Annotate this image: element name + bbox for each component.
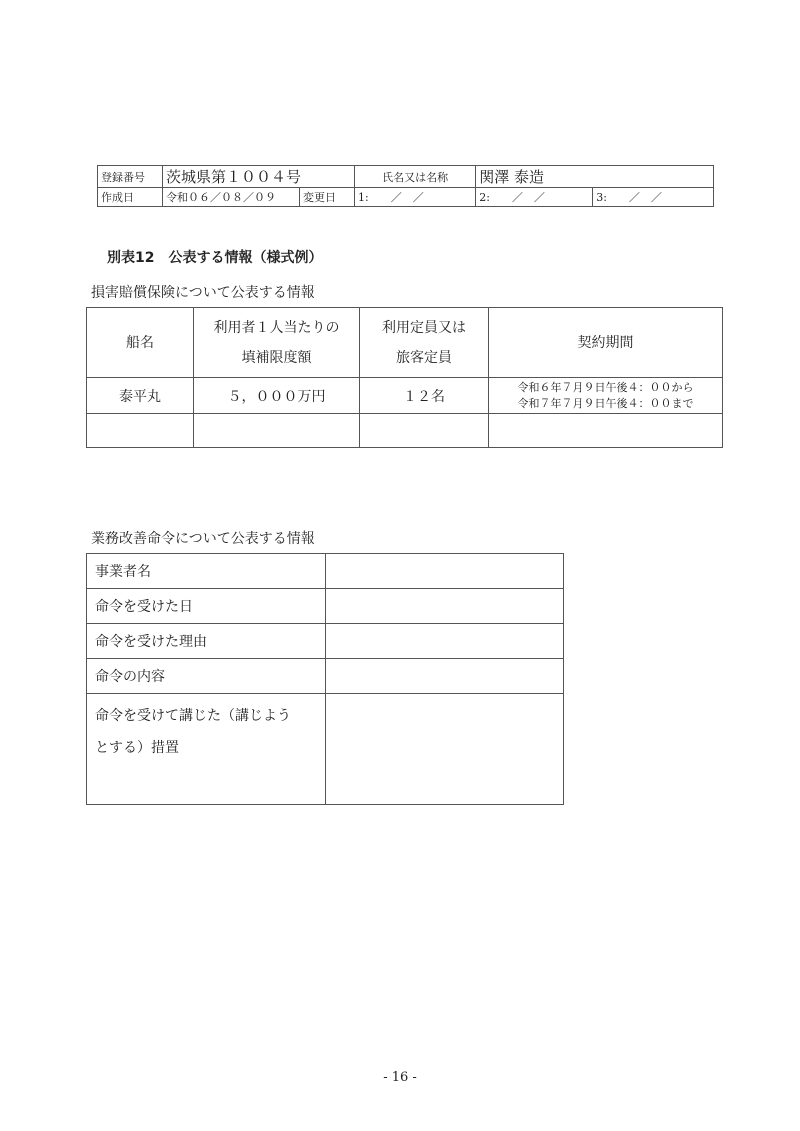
order-row-label: 命令の内容 xyxy=(87,659,326,694)
created-label: 作成日 xyxy=(98,188,163,207)
empty-cell xyxy=(87,414,194,448)
cell-limit: ５，０００万円 xyxy=(194,378,360,414)
order-caption: 業務改善命令について公表する情報 xyxy=(91,531,315,547)
header-limit-line1: 利用者１人当たりの xyxy=(213,319,340,336)
empty-cell xyxy=(489,414,723,448)
name-value: 関澤 泰造 xyxy=(476,166,714,188)
order-row-label: 事業者名 xyxy=(87,554,326,589)
change-2: 2: ／ ／ xyxy=(476,188,593,207)
header-limit-line2: 填補限度額 xyxy=(241,349,312,366)
empty-cell xyxy=(194,414,360,448)
reg-no-value: 茨城県第１００４号 xyxy=(163,166,355,188)
header-limit xyxy=(194,308,360,378)
order-table xyxy=(86,553,564,805)
cell-ship: 泰平丸 xyxy=(87,378,194,414)
order-row-value xyxy=(326,554,564,589)
header-capacity-line2: 旅客定員 xyxy=(396,349,452,366)
change-3: 3: ／ ／ xyxy=(593,188,714,207)
insurance-caption: 損害賠償保険について公表する情報 xyxy=(91,285,315,301)
header-capacity xyxy=(360,308,489,378)
measure-line1: 命令を受けて講じた（講じよう xyxy=(95,708,291,724)
change-1: 1: ／ ／ xyxy=(355,188,476,207)
cell-capacity: １２名 xyxy=(360,378,489,414)
section-heading: 別表12 公表する情報（様式例） xyxy=(107,250,323,266)
page-number: - 16 - xyxy=(383,1070,417,1085)
reg-no-label: 登録番号 xyxy=(98,166,163,188)
header-period: 契約期間 xyxy=(489,308,723,378)
order-row-label: 命令を受けた日 xyxy=(87,589,326,624)
cell-period xyxy=(489,378,723,414)
order-row-value xyxy=(326,694,564,805)
insurance-table xyxy=(86,307,723,448)
order-row-label: 命令を受けた理由 xyxy=(87,624,326,659)
period-line1: 令和６年７月９日午後４：００から xyxy=(517,380,694,394)
header-capacity-line1: 利用定員又は xyxy=(382,319,466,336)
order-row-value xyxy=(326,624,564,659)
created-value: 令和０６／０８／０９ xyxy=(163,188,300,207)
header-ship: 船名 xyxy=(87,308,194,378)
empty-cell xyxy=(360,414,489,448)
name-label: 氏名又は名称 xyxy=(355,166,476,188)
changed-label: 変更日 xyxy=(300,188,355,207)
period-line2: 令和７年７月９日午後４：００まで xyxy=(517,396,694,410)
order-row-value xyxy=(326,659,564,694)
order-measure-label xyxy=(87,694,326,805)
order-row-value xyxy=(326,589,564,624)
registration-table xyxy=(97,165,714,207)
measure-line2: とする）措置 xyxy=(95,740,179,756)
